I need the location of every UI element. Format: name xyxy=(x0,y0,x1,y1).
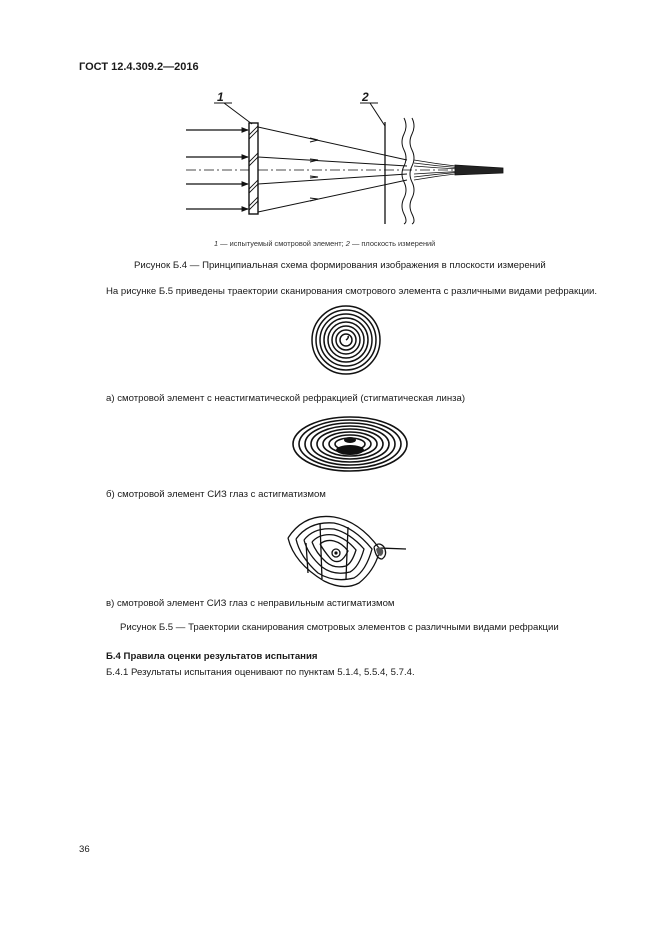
figure-b4-legend: 1 — испытуемый смотровой элемент; 2 — плоскость измерений xyxy=(214,239,436,248)
test-element xyxy=(249,123,258,214)
figure-b4-caption: Рисунок Б.4 — Принципиальная схема формирования изображения в плоскости измерений xyxy=(134,260,546,271)
pattern-irregular-astigmatism xyxy=(284,513,410,593)
subcaption-c: в) смотровой элемент СИЗ глаз с неправильным астигматизмом xyxy=(106,598,395,609)
label-1: 1 xyxy=(217,90,224,104)
label-2: 2 xyxy=(362,90,369,104)
page-number: 36 xyxy=(79,844,90,855)
document-header: ГОСТ 12.4.309.2—2016 xyxy=(79,61,199,73)
section-heading: Б.4 Правила оценки результатов испытания xyxy=(106,651,318,662)
incoming-rays xyxy=(186,130,248,209)
spiral-stigmatic xyxy=(308,303,388,383)
clause-text: Б.4.1 Результаты испытания оценивают по пунктам 5.1.4, 5.5.4, 5.7.4. xyxy=(106,667,415,678)
subcaption-a: а) смотровой элемент с неастигматической рефракцией (стигматическая линза) xyxy=(106,393,466,404)
break-lines xyxy=(402,118,414,224)
intro-paragraph: На рисунке Б.5 приведены траектории сканирования смотрового элемента с различными видами рефракции. xyxy=(106,286,598,297)
figure-b5-caption: Рисунок Б.5 — Траектории сканирования смотровых элементов с различными видами рефракции xyxy=(120,622,559,633)
subcaption-b: б) смотровой элемент СИЗ глаз с астигматизмом xyxy=(106,489,326,500)
spiral-astigmatic xyxy=(290,412,410,476)
figure-b4-diagram xyxy=(0,0,661,240)
label-1-leader xyxy=(224,103,252,124)
